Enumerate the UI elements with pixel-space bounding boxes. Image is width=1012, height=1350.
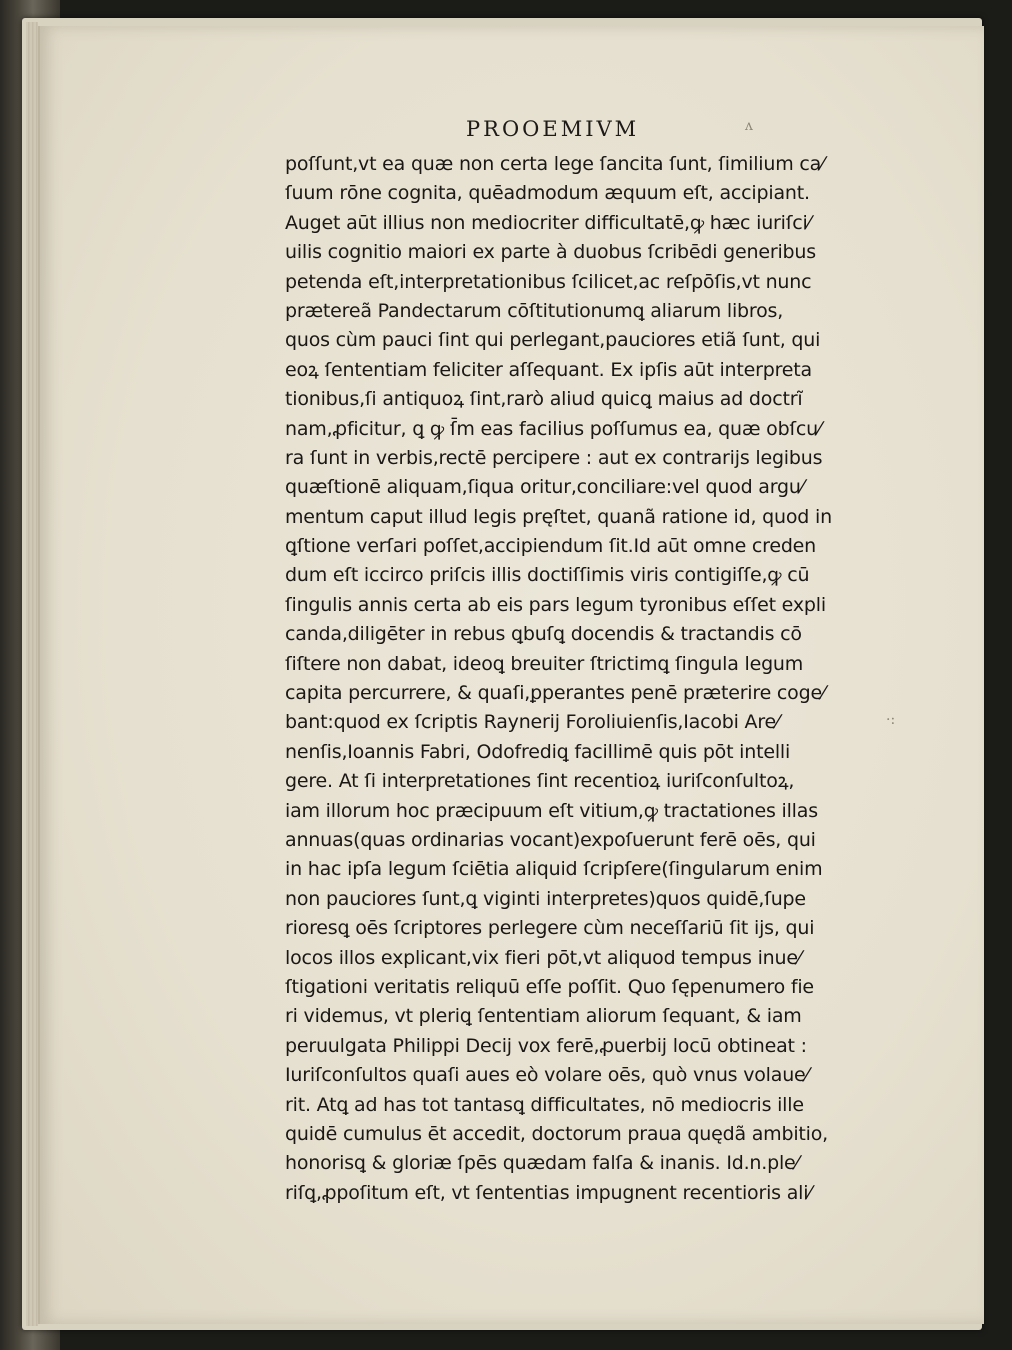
text-line: iam illorum hoc præcipuum eſt vitium,ꝙ tractationes illas (285, 799, 818, 822)
text-line: annuas(quas ordinarias vocant)expoſuerunt ferē oēs, qui (285, 828, 816, 851)
running-head: PROOEMIVM (466, 117, 640, 141)
text-line: mentum caput illud legis pręſtet, quanã ratione id, quod in (285, 505, 832, 528)
text-line: uilis cognitio maiori ex parte à duobus ſcribēdi generibus (285, 241, 816, 264)
text-line: ſingulis annis certa ab eis pars legum tyronibus eſſet expli (285, 593, 826, 616)
text-line: peruulgata Philippi Decij vox ferē,ꝓuerbij locū obtineat : (285, 1034, 807, 1057)
text-line: dum eſt iccirco priſcis illis doctiſſimis viris contigiſſe,ꝙ cū (285, 564, 810, 587)
text-line: ri videmus, vt pleriꝗ ſententiam aliorum ſequant, & iam (285, 1005, 802, 1028)
text-line: quæſtionē aliquam,ſiqua oritur,conciliare:vel quod argu⁄ (285, 476, 804, 499)
text-line: capita percurrere, & quaſi,ꝑperantes penē præterire coge⁄ (285, 682, 825, 705)
text-line: Iuriſconſultos quaſi aues eò volare oēs, quò vnus volaue⁄ (285, 1064, 809, 1087)
text-line: quos cùm pauci ſint qui perlegant,pauciores etiã ſunt, qui (285, 329, 821, 352)
text-line: ſiſtere non dabat, ideoꝗ breuiter ſtrictimꝗ ſingula legum (285, 652, 804, 675)
text-line: rit. Atꝗ ad has tot tantasꝗ difficultates, nō mediocris ille (285, 1093, 804, 1116)
text-line: nenſis,Ioannis Fabri, Odofrediꝗ facillimē quis pōt intelli (285, 740, 791, 763)
bleed-through-mark: ·: (886, 712, 896, 728)
text-line: ſuum rōne cognita, quēadmodum æquum eſt, accipiant. (285, 182, 810, 205)
text-line: prætereã Pandectarum cōſtitutionumꝗ aliarum libros, (285, 299, 784, 322)
text-line: ſtigationi veritatis reliquū eſſe poſſit. Quo ſępenumero fie (285, 975, 814, 998)
text-line: in hac ipſa legum ſciētia aliquid ſcripſere(ſingularum enim (285, 858, 823, 881)
text-line: gere. At ſi interpretationes ſint recentioꝝ iuriſconſultoꝝ, (285, 770, 795, 793)
text-line: quidē cumulus ēt accedit, doctorum praua quędã ambitio, (285, 1122, 829, 1145)
text-line: Auget aūt illius non mediocriter difficultatē,ꝙ hæc iuriſci⁄ (285, 211, 811, 234)
body-text (285, 150, 875, 1208)
text-line: non pauciores ſunt,ꝗ viginti interpretes)quos quidē,ſupe (285, 887, 806, 910)
text-line: tionibus,ſi antiquoꝝ ſint,rarò aliud quicꝗ maius ad doctrĩ (285, 388, 803, 411)
text-line: honorisꝗ & gloriæ ſpēs quædam falſa & inanis. Id.n.ple⁄ (285, 1152, 799, 1175)
text-line: ra ſunt in verbis,rectē percipere : aut ex contrarijs legibus (285, 446, 823, 469)
text-line: bant:quod ex ſcriptis Raynerij Foroliuienſis,Iacobi Are⁄ (285, 711, 779, 734)
text-line: riſꝗ,ꝓpoſitum eſt, vt ſententias impugnent recentioris ali⁄ (285, 1181, 812, 1204)
text-line: ꝗſtione verſari poſſet,accipiendum ſit.Id aūt omne creden (285, 535, 817, 558)
text-line: canda,diligēter in rebus ꝗbuſꝗ docendis & tractandis cō (285, 623, 802, 646)
text-line: eoꝝ ſententiam feliciter aſſequant. Ex ipſis aūt interpreta (285, 358, 812, 381)
text-line: poſſunt,vt ea quæ non certa lege ſancita ſunt, ſimilium ca⁄ (285, 153, 825, 175)
text-line: petenda eſt,interpretationibus ſcilicet,ac reſpōſis,vt nunc (285, 270, 812, 293)
text-line: nam,ꝓficitur, ꝗ ꝙ ſ̄m eas facilius poſſumus ea, quæ obſcu⁄ (285, 417, 821, 440)
text-line: rioresꝗ oēs ſcriptores perlegere cùm neceſſariū ſit ijs, qui (285, 917, 815, 940)
text-line: locos illos explicant,vix fieri pōt,vt aliquod tempus inue⁄ (285, 946, 801, 969)
bleed-through-mark: ʌ (745, 118, 753, 134)
